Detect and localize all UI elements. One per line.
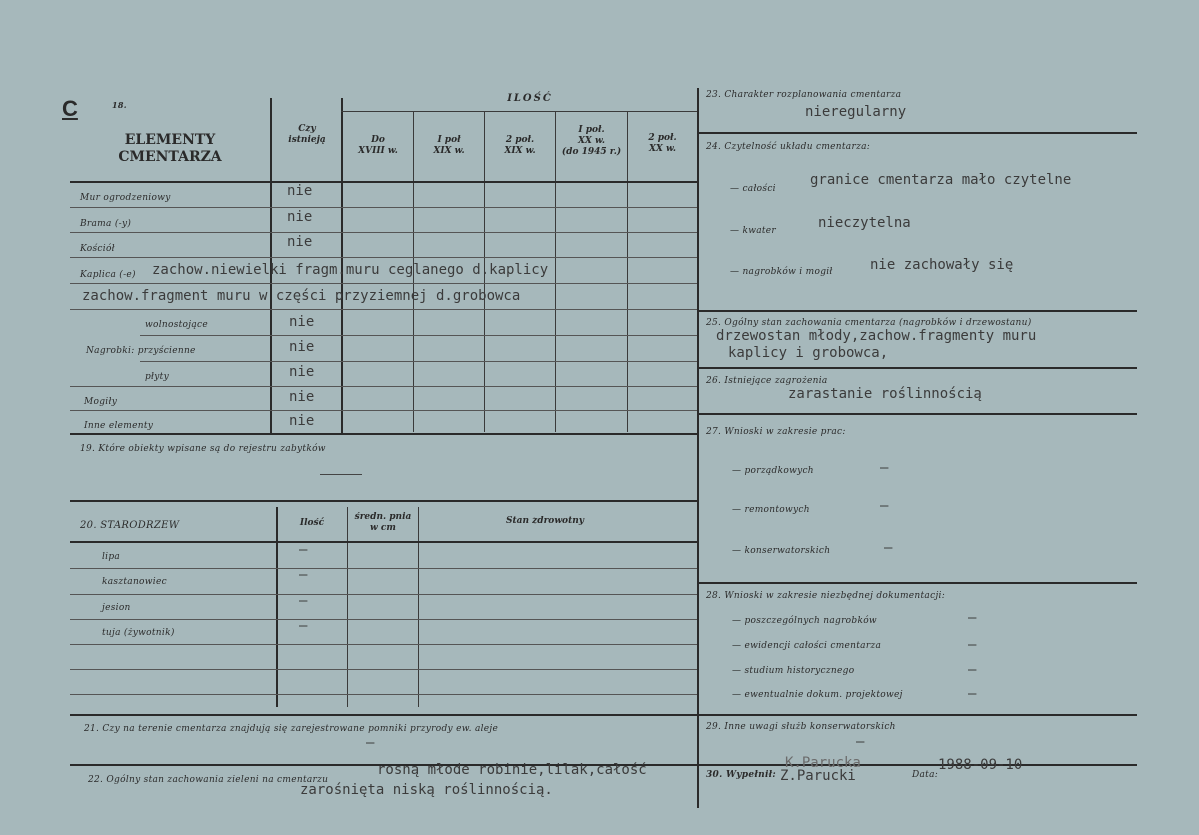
row-label-wolnostojace: wolnostojące [145,320,208,330]
section27-value-konserwatorskich: — [884,540,893,556]
section27-bottom-rule [697,582,1137,584]
col-header-2-xx [628,133,697,155]
page-center-divider [697,88,699,808]
section28-label: 28. Wnioski w zakresie niezbędnej dokumentacji: [706,591,946,601]
col-header-line: XIX w. [504,146,536,156]
section26-value: zarastanie roślinnością [788,386,982,402]
row-value-mur: nie [287,183,313,199]
ilosc-header: ILOŚĆ [507,93,553,104]
section22-value-line1: rosną młode robinie,lilak,całość [377,762,647,778]
section25-label: 25. Ogólny stan zachowania cmentarza (nagrobków i drzewostanu) [706,318,1032,328]
section29-value: — [856,734,865,750]
row-label-kosciol: Kościół [80,244,115,254]
table18-row-rule [70,283,697,284]
table20-divider [347,507,348,707]
col-header-line: 2 poł. [648,133,677,143]
table18-row-rule [70,257,697,258]
section28-item-ewidencji: — ewidencji całości cmentarza [732,641,882,651]
col-header-2-xix [485,135,555,157]
section30-date: 1988-09-10 [938,757,1023,773]
row-label-plyty: płyty [145,372,169,382]
section22-label: 22. Ogólny stan zachowania zieleni na cmentarzu [88,775,329,785]
table20-header-rule [70,541,697,543]
section23-value: nieregularny [805,104,907,120]
table18-divider [627,112,628,432]
section27-label: 27. Wnioski w zakresie prac: [706,427,846,437]
section19-dash [320,474,362,475]
table20-row-rule [70,568,697,569]
section28-item-nagrobkow: — poszczególnych nagrobków [732,616,877,626]
section24-value-calosci: granice cmentarza mało czytelne [810,172,1072,188]
row-value-przyscienne: nie [289,339,315,355]
section28-value-ewidencji: — [968,637,977,653]
row-value-kaplica: zachow.niewielki fragm.muru ceglanego d.kaplicy [152,262,549,278]
section21-value: — [366,735,375,751]
section27-item-remontowych: — remontowych [732,505,810,515]
tree-name-jesion: jesion [102,603,131,613]
col-exists-header: Czy istnieją [288,124,326,145]
table18-row-rule [140,361,697,362]
section20-title: 20. STARODRZEW [80,520,180,531]
table18-row-rule [70,232,697,233]
section24-item-nagrobkow: — nagrobków i mogił [730,267,833,277]
table18-row-rule [70,410,697,411]
section24-label: 24. Czytelność układu cmentarza: [706,142,871,152]
row-value-wolnostojace: nie [289,314,315,330]
col-diam-header-line: w cm [370,523,396,533]
table20-row-rule [70,619,697,620]
section23-bottom-rule [697,132,1137,134]
section18-title-line: CMENTARZA [118,149,222,165]
table18-row-rule [140,335,697,336]
col-header-line: 2 poł. [505,135,535,145]
tree-qty-kasztanowiec: — [299,567,308,583]
row-label-inne: Inne elementy [84,421,154,431]
col-header-line: Do [371,135,385,145]
section23-label: 23. Charakter rozplanowania cmentarza [706,90,902,100]
row-value-brama: nie [287,209,313,225]
section24-bottom-rule [697,310,1137,312]
section24-value-kwater: nieczytelna [818,215,911,231]
row-value-inne: nie [289,413,315,429]
corner-mark: C [62,96,78,121]
tree-qty-jesion: — [299,593,308,609]
section28-item-projektowej: — ewentualnie dokum. projektowej [732,690,903,700]
table18-row-rule [70,207,697,208]
table18-header-rule [70,181,697,183]
table20-divider [418,507,419,707]
col-header-line: XIX w. [433,146,465,156]
table18-divider [555,112,556,432]
table18-bottom-rule [70,433,697,435]
col-header-xviii [343,135,413,157]
col-header-line: XX w. [577,136,606,146]
col-header-line: I poł. [578,125,605,135]
col-header-1-xx [556,125,627,158]
table18-row-rule [70,386,697,387]
col-qty-header: Ilość [299,518,325,528]
section30-date-label: Data: [912,770,939,780]
col-header-line: (do 1945 r.) [561,147,622,157]
section24-value-nagrobkow: nie zachowały się [870,257,1014,273]
section18-number: 18. [112,100,127,110]
table20-row-rule [70,669,697,670]
row-label-mur: Mur ogrodzeniowy [80,193,171,203]
section19-label: 19. Które obiekty wpisane są do rejestru zabytków [80,444,326,454]
row-label-przyscienne: Nagrobki: przyścienne [86,346,196,356]
row-value-kosciol: nie [287,234,313,250]
section24-item-kwater: — kwater [730,226,777,236]
section22-value-line2: zarośnięta niską roślinnością. [300,782,553,798]
row-label-kaplica: Kaplica (-e) [80,270,136,280]
section21-label: 21. Czy na terenie cmentarza znajdują się zarejestrowane pomniki przyrody ew. aleje [84,724,499,734]
tree-qty-lipa: — [299,542,308,558]
table20-row-rule [70,644,697,645]
row-value-grobowiec: zachow.fragment muru w części przyziemnej d.grobowca [82,288,521,304]
section30-label: 30. Wypełnił: [706,770,777,780]
section28-item-studium: — studium historycznego [732,666,855,676]
col-health-header: Stan zdrowotny [506,516,584,526]
section28-value-nagrobkow: — [968,610,977,626]
tree-name-tuja: tuja (żywotnik) [102,628,175,638]
tree-name-lipa: lipa [102,552,121,562]
section29-label: 29. Inne uwagi służb konserwatorskich [706,722,896,732]
section28-value-studium: — [968,662,977,678]
table20-divider [276,507,278,707]
section26-label: 26. Istniejące zagrożenia [706,376,828,386]
tree-qty-tuja: — [299,618,308,634]
section28-value-projektowej: — [968,686,977,702]
col-header-line: I poł [437,135,461,145]
section26-bottom-rule [697,413,1137,415]
section18-title-line: ELEMENTY [124,132,216,148]
table18-row-rule [70,309,697,310]
section27-item-konserwatorskich: — konserwatorskich [732,546,831,556]
section27-value-remontowych: — [880,498,889,514]
section19-bottom-rule [70,500,697,502]
section24-item-calosci: — całości [730,184,776,194]
section25-bottom-rule [697,367,1137,369]
section27-item-porzadkowych: — porządkowych [732,466,814,476]
section27-value-porzadkowych: — [880,460,889,476]
section18-title [95,132,245,166]
col-diam-header-line: średn. pnia [354,512,412,522]
col-header-1-xix [414,135,484,157]
col-header-line: XX w. [648,144,677,154]
tree-name-kasztanowiec: kasztanowiec [102,577,167,587]
section30-filled-by-1: K.Parucka [785,755,861,771]
section30-filled-by-2: Z.Parucki [780,768,856,784]
table20-row-rule [70,694,697,695]
row-value-plyty: nie [289,364,315,380]
row-label-brama: Brama (-y) [80,219,132,229]
col-header-line: XVIII w. [358,146,398,156]
row-value-mogily: nie [289,389,315,405]
table20-row-rule [70,594,697,595]
col-diam-header [348,512,418,534]
row-label-mogily: Mogiły [84,397,118,407]
table18-rule [341,111,697,112]
section25-value-line1: drzewostan młody,zachow.fragmenty muru [716,328,1037,344]
section20-bottom-rule [70,714,1137,716]
section25-value-line2: kaplicy i grobowca, [728,345,889,361]
